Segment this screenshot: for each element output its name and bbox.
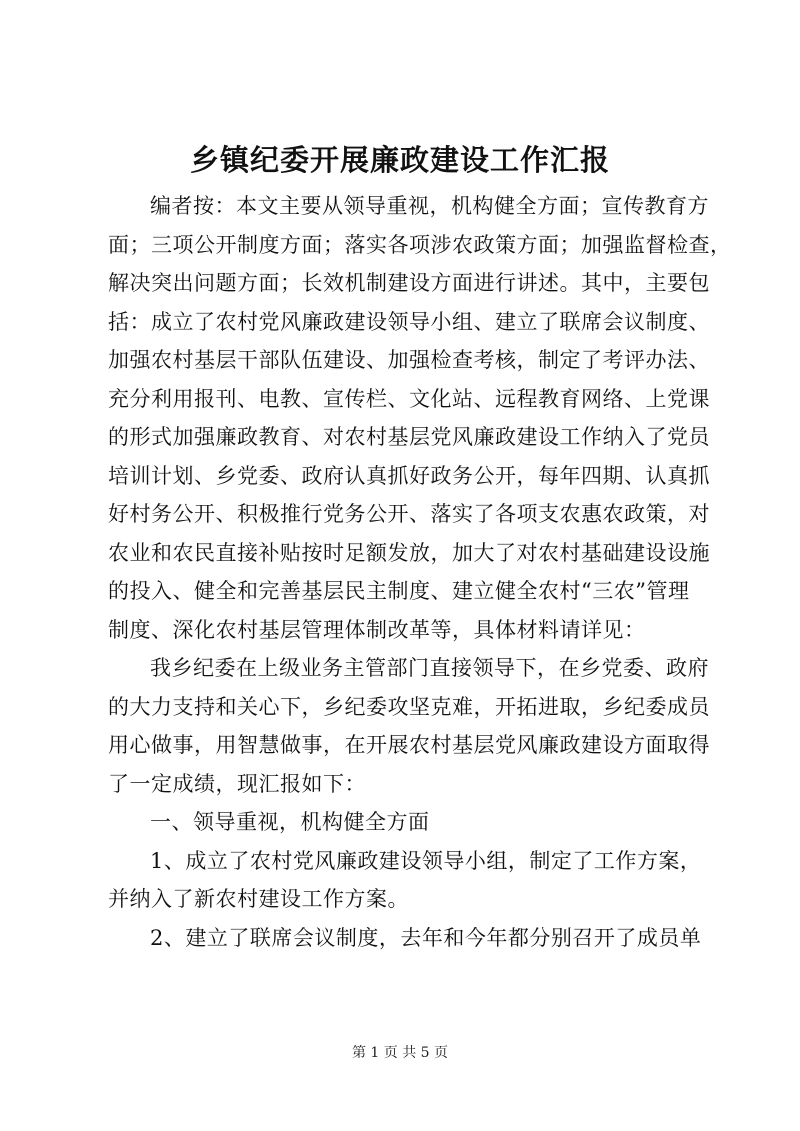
paragraph-line: 了一定成绩，现汇报如下： bbox=[108, 771, 366, 796]
paragraph-line: 的大力支持和关心下，乡纪委攻坚克难，开拓进取，乡纪委成员 bbox=[108, 694, 710, 719]
paragraph-line: 充分利用报刊、电教、宣传栏、文化站、远程教育网络、上党课 bbox=[108, 386, 710, 411]
paragraph-line: 编者按：本文主要从领导重视，机构健全方面；宣传教育方 bbox=[150, 194, 709, 218]
paragraph-line: 农业和农民直接补贴按时足额发放，加大了对农村基础建设设施 bbox=[108, 540, 710, 565]
section-heading: 一、领导重视，机构健全方面 bbox=[150, 810, 430, 834]
page-number: 第 1 页 共 5 页 bbox=[351, 1045, 449, 1061]
paragraph-line: 2、建立了联席会议制度，去年和今年都分别召开了成员单 bbox=[150, 925, 702, 950]
document-title: 乡镇纪委开展廉政建设工作汇报 bbox=[189, 143, 610, 177]
document-body bbox=[108, 187, 732, 957]
paragraph-line: 我乡纪委在上级业务主管部门直接领导下，在乡党委、政府 bbox=[150, 656, 709, 680]
paragraph-line: 用心做事，用智慧做事，在开展农村基层党风廉政建设方面取得 bbox=[108, 733, 710, 757]
paragraph-line: 制度、深化农村基层管理体制改革等，具体材料请详见： bbox=[108, 617, 646, 642]
paragraph-line: 解决突出问题方面；长效机制建设方面进行讲述。其中，主要包 bbox=[108, 271, 710, 295]
paragraph-line: 的形式加强廉政教育、对农村基层党风廉政建设工作纳入了党员 bbox=[108, 425, 710, 449]
paragraph-line: 加强农村基层干部队伍建设、加强检查考核，制定了考评办法、 bbox=[108, 348, 710, 372]
paragraph-line: 的投入、健全和完善基层民主制度、建立健全农村“三农”管理 bbox=[108, 579, 690, 603]
paragraph-line: 培训计划、乡党委、政府认真抓好政务公开，每年四期、认真抓 bbox=[108, 463, 710, 488]
paragraph-line: 好村务公开、积极推行党务公开、落实了各项支农惠农政策，对 bbox=[108, 502, 710, 526]
paragraph-line: 括：成立了农村党风廉政建设领导小组、建立了联席会议制度、 bbox=[108, 309, 710, 334]
paragraph-line: 并纳入了新农村建设工作方案。 bbox=[108, 887, 409, 911]
paragraph-line: 面；三项公开制度方面；落实各项涉农政策方面；加强监督检查， bbox=[108, 232, 732, 257]
paragraph-line: 1、成立了农村党风廉政建设领导小组，制定了工作方案， bbox=[150, 848, 702, 873]
